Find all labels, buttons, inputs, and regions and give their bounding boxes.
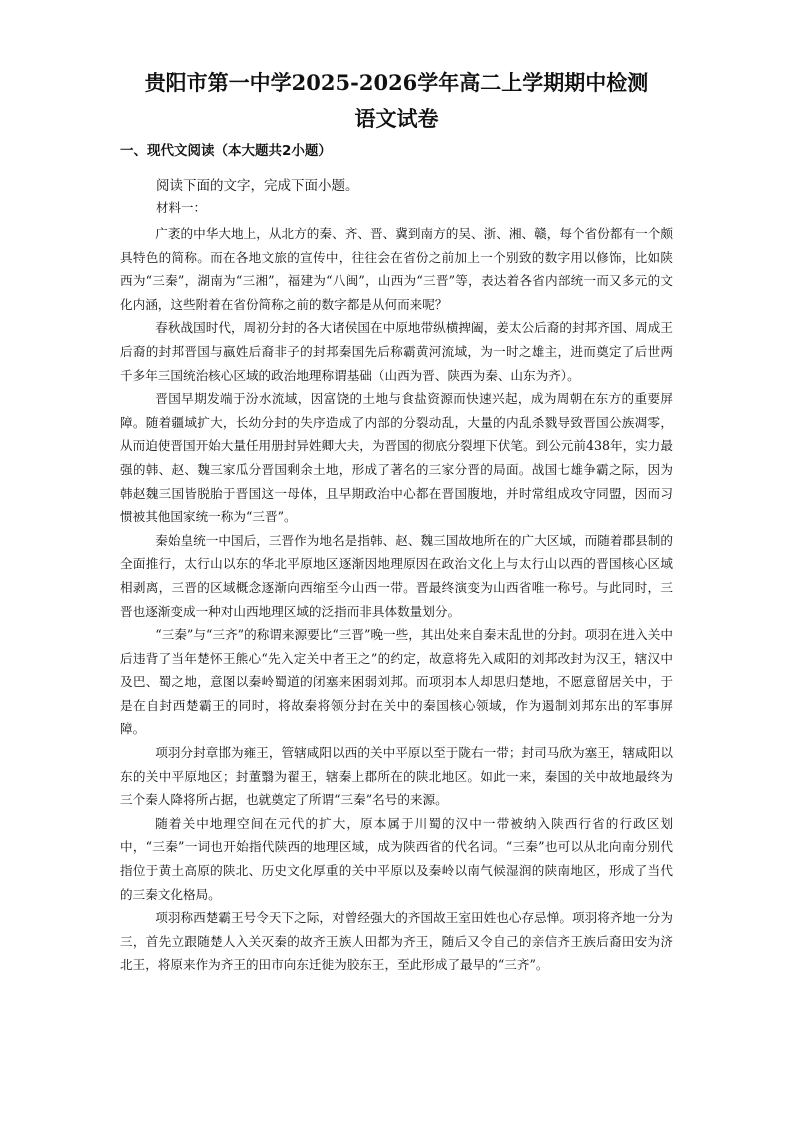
paragraph-6: 项羽分封章邯为雍王，管辖咸阳以西的关中平原以至于陇右一带；封司马欣为塞王，辖咸阳以东的关中平原地区；封董翳为翟王，辖秦上郡所在的陕北地区。如此一来，秦国的关中故地最终为三个秦人降将所占据，也就奠定了所谓“三秦”名号的来源。	[120, 745, 673, 808]
paragraph-1: 广袤的中华大地上，从北方的秦、齐、晋、冀到南方的吴、浙、湘、赣，每个省份都有一个颇具特色的简称。而在各地文旅的宣传中，往往会在省份之前加上一个别致的数字用以修饰，比如陕西为“三秦”，湖南为“三湘”，福建为“八闽”，山西为“三晋”等，表达着各省内部统一而又多元的文化内涵，这些附着在省份简称之前的数字都是从何而来呢？	[120, 226, 673, 312]
section-heading: 一、现代文阅读（本大题共2小题）	[120, 143, 332, 159]
passage-body	[120, 222, 673, 977]
exam-subtitle: 语文试卷	[354, 106, 439, 131]
exam-title: 贵阳市第一中学2025-2026学年高二上学期期中检测	[144, 70, 649, 95]
paragraph-2: 春秋战国时代，周初分封的各大诸侯国在中原地带纵横捭阖，姜太公后裔的封邦齐国、周成王后裔的封邦晋国与嬴姓后裔非子的封邦秦国先后称霸黄河流域，为一时之雄主，进而奠定了后世两千多年三国统治核心区域的政治地理称谓基础（山西为晋、陕西为秦、山东为齐）。	[120, 320, 673, 383]
reading-instruction: 阅读下面的文字，完成下面小题。	[156, 178, 359, 194]
paragraph-3: 晋国早期发端于汾水流域，因富饶的土地与食盐资源而快速兴起，成为周朝在东方的重要屏障。随着疆域扩大，长幼分封的失序造成了内部的分裂动乱，大量的内乱杀戮导致晋国公族凋零，从而迫使晋国开始大量任用册封异姓卿大夫，为晋国的彻底分裂埋下伏笔。到公元前438年，实力最强的韩、赵、魏三家瓜分晋国剩余土地，形成了著名的三家分晋的局面。战国七雄争霸之际，因为韩赵魏三国皆脱胎于晋国这一母体，且早期政治中心都在晋国腹地，并时常组成攻守同盟，因而习惯被其他国家统一称为“三晋”。	[120, 391, 673, 525]
paragraph-5: “三秦”与“三齐”的称谓来源要比“三晋”晚一些，其出处来自秦末乱世的分封。项羽在进入关中后违背了当年楚怀王熊心“先入定关中者王之”的约定，故意将先入咸阳的刘邦改封为汉王，辖汉中及巴、蜀之地，意图以秦岭蜀道的闭塞来困弱刘邦。而项羽本人却思归楚地，不愿意留居关中，于是在自封西楚霸王的同时，将故秦将领分封在关中的秦国核心领域，作为遏制刘邦东出的军事屏障。	[120, 627, 673, 737]
paragraph-8: 项羽称西楚霸王号令天下之际，对曾经强大的齐国故王室田姓也心存忌惮。项羽将齐地一分为三，首先立跟随楚人入关灭秦的故齐王族人田都为齐王，随后又令自己的亲信齐王族后裔田安为济北王，将原来作为齐王的田市向东迁徙为胶东王，至此形成了最早的“三齐”。	[120, 910, 673, 973]
material-label: 材料一：	[156, 200, 207, 215]
paragraph-4: 秦始皇统一中国后，三晋作为地名是指韩、赵、魏三国故地所在的广大区域，而随着郡县制的全面推行，太行山以东的华北平原地区逐渐因地理原因在政治文化上与太行山以西的晋国核心区域相剥离，三晋的区域概念逐渐向西缩至今山西一带。晋最终演变为山西省唯一称号。与此同时，三晋也逐渐变成一种对山西地理区域的泛指而非具体数量划分。	[120, 532, 673, 619]
paragraph-7: 随着关中地理空间在元代的扩大，原本属于川蜀的汉中一带被纳入陕西行省的行政区划中，“三秦”一词也开始指代陕西的地理区域，成为陕西省的代名词。“三秦”也可以从北向南分别代指位于黄土高原的陕北、历史文化厚重的关中平原以及秦岭以南气候湿润的陕南地区，形成了当代的三秦文化格局。	[120, 815, 673, 902]
